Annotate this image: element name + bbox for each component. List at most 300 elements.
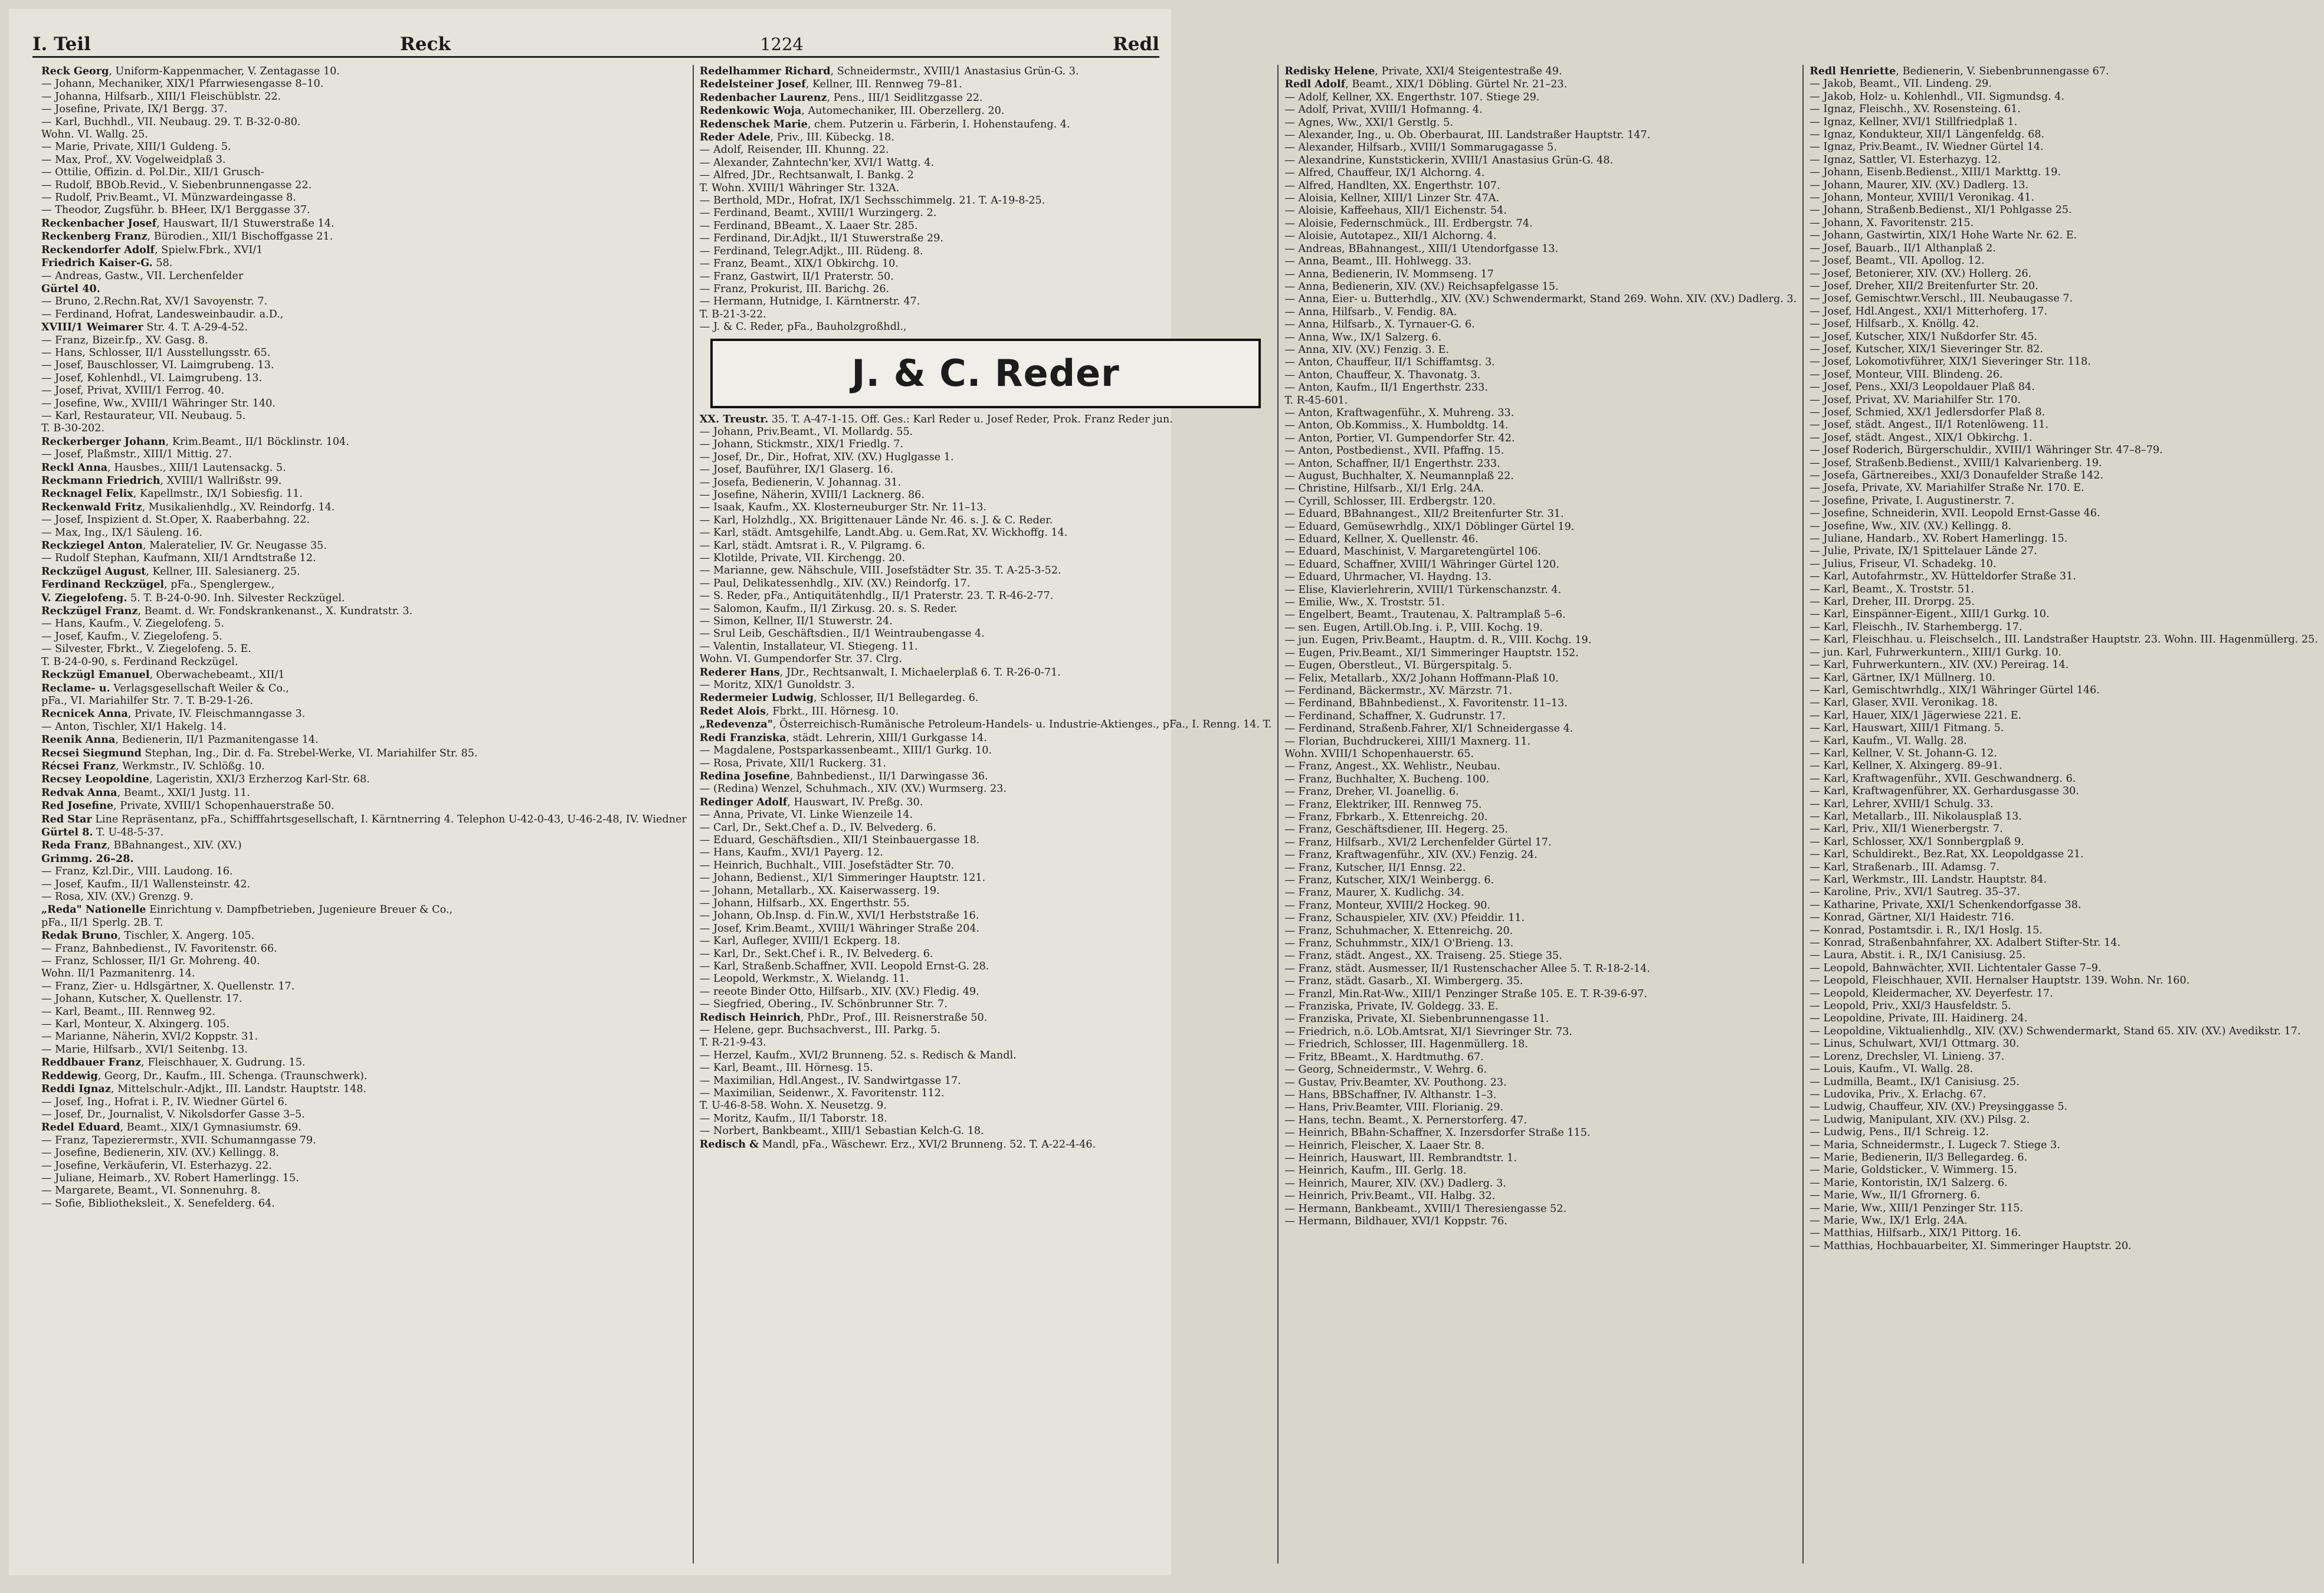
- directory-entry: — Berthold, MDr., Hofrat, IX/1 Sechsschimmelg. 21. T. A-19-8-25.: [699, 195, 1045, 207]
- directory-entry: — Anna, Eier- u. Butterhdlg., XIV. (XV.) Schwendermarkt, Stand 269. Wohn. XIV. (XV.) Dadlerg. 3.: [1284, 293, 1797, 306]
- directory-entry: Recsei Siegmund Stephan, Ing., Dir. d. Fa. Strebel-Werke, VI. Mariahilfer Str. 85.: [41, 746, 478, 759]
- directory-entry: — Franz, Hilfsarb., XVI/2 Lerchenfelder Gürtel 17.: [1284, 836, 1552, 848]
- directory-entry: — Theodor, Zugsführ. b. BHeer, IX/1 Berggasse 37.: [41, 204, 310, 217]
- directory-entry: — Josef, Inspizient d. St.Oper, X. Raaberbahng. 22.: [41, 514, 310, 526]
- directory-entry: — Hermann, Hutnidge, I. Kärntnerstr. 47.: [699, 296, 920, 308]
- directory-entry: — August, Buchhalter, X. Neumannplaß 22.: [1284, 470, 1514, 482]
- directory-entry: Recnicek Anna, Private, IV. Fleischmanngasse 3.: [41, 707, 306, 720]
- directory-entry: — Anton, Postbedienst., XVII. Pfaffng. 15.: [1284, 445, 1504, 457]
- directory-entry: — Franz, Kutscher, XIX/1 Weinbergg. 6.: [1284, 874, 1494, 886]
- directory-entry: Wohn. II/1 Pazmanitenrg. 14.: [41, 968, 195, 980]
- directory-entry: — Moritz, Kaufm., II/1 Taborstr. 18.: [699, 1112, 887, 1125]
- directory-entry: — Karl, Straßenb.Schaffner, XVII. Leopold Ernst-G. 28.: [699, 961, 989, 972]
- directory-entry: — Leopold, Kleidermacher, XV. Deyerfestr. 17.: [1810, 987, 2053, 999]
- directory-entry: — Hans, Kaufm., XVI/1 Payerg. 12.: [699, 847, 883, 859]
- directory-entry: — Hermann, Bankbeamt., XVIII/1 Theresiengasse 52.: [1284, 1202, 1567, 1215]
- directory-entry: Reckerberger Johann, Krim.Beamt., II/1 Böcklinstr. 104.: [41, 435, 349, 448]
- directory-entry: — Josef, Beamt., VII. Apollog. 12.: [1810, 255, 1985, 267]
- directory-entry: — Josef, Bauführer, IX/1 Glaserg. 16.: [699, 464, 894, 476]
- directory-entry: — Anna, Hilfsarb., V. Fendig. 8A.: [1284, 306, 1457, 318]
- directory-entry: — Friedrich, Schlosser, III. Hagenmüllerg. 18.: [1284, 1038, 1528, 1051]
- column-1: [35, 65, 694, 1564]
- directory-entry: — Klotilde, Private, VII. Kirchengg. 20.: [699, 552, 906, 564]
- directory-entry: — Johanna, Hilfsarb., XIII/1 Fleischüblstr. 22.: [41, 90, 281, 103]
- directory-entry: — Anna, Bedienerin, IV. Mommseng. 17: [1284, 268, 1494, 280]
- directory-entry: — Louis, Kaufm., VI. Wallg. 28.: [1810, 1063, 1974, 1076]
- directory-entry: — Silvester, Fbrkt., V. Ziegelofeng. 5. E.: [41, 643, 251, 655]
- directory-entry: — Karl, Beamt., III. Hörnesg. 15.: [699, 1062, 873, 1074]
- directory-entry: — Marie, Kontoristin, IX/1 Salzerg. 6.: [1810, 1176, 2008, 1189]
- directory-entry: — Alfred, JDr., Rechtsanwalt, I. Bankg. 2: [699, 169, 914, 182]
- directory-entry: — Hans, Schlosser, II/1 Ausstellungsstr. 65.: [41, 346, 271, 359]
- directory-entry: Redenschek Marie, chem. Putzerin u. Färberin, I. Hohenstaufeng. 4.: [699, 117, 1070, 130]
- directory-entry: — Josef, Krim.Beamt., XVIII/1 Währinger Straße 204.: [699, 922, 980, 935]
- directory-entry: — Anton, Kraftwagenführ., X. Muhreng. 33.: [1284, 407, 1515, 419]
- directory-entry: — Josef, Dr., Journalist, V. Nikolsdorfer Gasse 3–5.: [41, 1108, 305, 1120]
- directory-entry: Reck Georg, Uniform-Kappenmacher, V. Zentagasse 10.: [41, 65, 340, 77]
- directory-entry: — Josefa, Gärtnereibes., XXI/3 Donaufelder Straße 142.: [1810, 470, 2104, 481]
- directory-entry: Grimmg. 26–28.: [41, 852, 134, 865]
- directory-entry: — Josef, Monteur, VIII. Blindeng. 26.: [1810, 368, 2003, 381]
- directory-entry: — Fritz, BBeamt., X. Hardtmuthg. 67.: [1284, 1051, 1484, 1063]
- directory-entry: Redermeier Ludwig, Schlosser, II/1 Bellegardeg. 6.: [699, 691, 979, 704]
- directory-entry: — Heinrich, Buchhalt., VIII. Josefstädter Str. 70.: [699, 859, 955, 871]
- reder-advertisement: J. & C. Reder: [710, 339, 1261, 408]
- directory-entry: — Josefa, Private, XV. Mariahilfer Straße Nr. 170. E.: [1810, 482, 2084, 494]
- directory-entry: — Cyrill, Schlosser, III. Erdbergstr. 120.: [1284, 495, 1496, 507]
- directory-entry: Reckzügel Franz, Beamt. d. Wr. Fondskrankenanst., X. Kundratstr. 3.: [41, 605, 413, 618]
- directory-entry: — Aloisie, Kaffeehaus, XII/1 Eichenstr. 54.: [1284, 205, 1507, 217]
- directory-entry: „Redevenza", Österreichisch-Rumänische Petroleum-Handels- u. Industrie-Aktienges., pFa., I. Renng. 14. T.: [699, 718, 1272, 731]
- directory-entry: — Josef, Bauarb., II/1 Althanplaß 2.: [1810, 242, 1996, 254]
- directory-entry: — Aloisia, Kellner, XIII/1 Linzer Str. 47A.: [1284, 192, 1500, 205]
- directory-entry: — Franz, Fbrkarb., X. Ettenreichg. 20.: [1284, 811, 1488, 823]
- directory-entry: — Marie, Hilfsarb., XVI/1 Seitenbg. 13.: [41, 1043, 248, 1056]
- directory-entry: — Ferdinand, Hofrat, Landesweinbaudir. a.D.,: [41, 308, 284, 320]
- directory-entry: Reckendorfer Adolf, Spielw.Fbrk., XVI/1: [41, 243, 263, 256]
- directory-entry: pFa., VI. Mariahilfer Str. 7. T. B-29-1-26.: [41, 694, 254, 707]
- directory-entry: — Karl, Werkmstr., III. Landstr. Hauptstr. 84.: [1810, 874, 2047, 886]
- directory-entry: — Josefine, Ww., XIV. (XV.) Kellingg. 8.: [1810, 520, 2012, 532]
- directory-entry: — Karl, Holzhdlg., XX. Brigittenauer Lände Nr. 46. s. J. & C. Reder.: [699, 514, 1053, 526]
- directory-entry: — Karl, Dr., Sekt.Chef i. R., IV. Belvederg. 6.: [699, 948, 933, 960]
- directory-entry: — Karl, Dreher, III. Drorpg. 25.: [1810, 596, 1975, 608]
- directory-entry: — Eduard, Schaffner, XVIII/1 Währinger Gürtel 120.: [1284, 558, 1559, 571]
- directory-entry: — Ludwig, Chauffeur, XIV. (XV.) Preysinggasse 5.: [1810, 1101, 2068, 1113]
- directory-entry: Friedrich Kaiser-G. 58.: [41, 257, 173, 270]
- directory-entry: — Josefine, Verkäuferin, VI. Esterhazyg. 22.: [41, 1159, 272, 1172]
- directory-entry: — Karoline, Priv., XVI/1 Sautreg. 35–37.: [1810, 886, 2020, 899]
- directory-entry: — Jakob, Holz- u. Kohlenhdl., VII. Sigmundsg. 4.: [1810, 90, 2065, 103]
- directory-entry: — Leopoldine, Viktualienhdlg., XIV. (XV.) Schwendermarkt, Stand 65. XIV. (XV.) Avedikstr. 17.: [1810, 1025, 2301, 1037]
- directory-entry: — Johann, Monteur, XVIII/1 Veronikag. 41.: [1810, 192, 2034, 204]
- directory-entry: — Marie, Ww., II/1 Gfrornerg. 6.: [1810, 1189, 1981, 1202]
- directory-entry: — Engelbert, Beamt., Trautenau, X. Paltramplaß 5–6.: [1284, 609, 1566, 621]
- directory-entry: — Franz, Schauspieler, XIV. (XV.) Pfeiddir. 11.: [1284, 912, 1525, 925]
- directory-entry: — Josefine, Schneiderin, XVII. Leopold Ernst-Gasse 46.: [1810, 507, 2100, 520]
- directory-entry: — Moritz, XIX/1 Gunoldstr. 3.: [699, 679, 855, 691]
- directory-entry: — Johann, Gastwirtin, XIX/1 Hohe Warte Nr. 62. E.: [1810, 230, 2077, 242]
- directory-entry: — Andreas, Gastw., VII. Lerchenfelder: [41, 270, 244, 282]
- directory-entry: — Johann, Priv.Beamt., VI. Mollardg. 55.: [699, 425, 913, 438]
- directory-entry: — Franz, Kutscher, II/1 Ennsg. 22.: [1284, 861, 1466, 874]
- directory-entry: — S. Reder, pFa., Antiquitätenhdlg., II/1 Praterstr. 23. T. R-46-2-77.: [699, 590, 1054, 602]
- directory-entry: — Aloisie, Federnschmück., III. Erdbergstr. 74.: [1284, 217, 1533, 230]
- directory-entry: — Johann, Mechaniker, XIX/1 Pfarrwiesengasse 8–10.: [41, 78, 324, 90]
- directory-entry: — Josefine, Private, I. Augustinerstr. 7.: [1810, 494, 2015, 507]
- directory-entry: Redisch Heinrich, PhDr., Prof., III. Reisnerstraße 50.: [699, 1011, 988, 1024]
- directory-entry: — Carl, Dr., Sekt.Chef a. D., IV. Belvederg. 6.: [699, 821, 936, 834]
- page-number: 1224: [760, 34, 804, 54]
- directory-entry: — Christine, Hilfsarb., XI/1 Erlg. 24A.: [1284, 483, 1484, 495]
- directory-entry: — Friedrich, n.ö. LOb.Amtsrat, XI/1 Sievringer Str. 73.: [1284, 1025, 1572, 1038]
- directory-entry: — Franz, Beamt., XIX/1 Obkirchg. 10.: [699, 258, 899, 270]
- directory-entry: Reckenbacher Josef, Hauswart, II/1 Stuwerstraße 14.: [41, 217, 335, 230]
- directory-entry: — Hans, techn. Beamt., X. Pernerstorferg. 47.: [1284, 1114, 1528, 1126]
- directory-entry: Redelhammer Richard, Schneidermstr., XVIII/1 Anastasius Grün-G. 3.: [699, 65, 1079, 77]
- directory-entry: — Johann, Eisenb.Bedienst., XIII/1 Markttg. 19.: [1810, 166, 2061, 179]
- directory-entry: — Franzl, Min.Rat-Ww., XIII/1 Penzinger Straße 105. E. T. R-39-6-97.: [1284, 988, 1647, 1000]
- directory-entry: — Laura, Abstit. i. R., IX/1 Canisiusg. 25.: [1810, 949, 2026, 962]
- directory-entry: — Rudolf, Priv.Beamt., VI. Münzwardeingasse 8.: [41, 192, 296, 204]
- directory-entry: — Maria, Schneidermstr., I. Lugeck 7. Stiege 3.: [1810, 1139, 2060, 1151]
- directory-entry: — Karl, Gemischtwrhdlg., XIX/1 Währinger Gürtel 146.: [1810, 684, 2100, 696]
- directory-entry: — Johann, Hilfsarb., XX. Engerthstr. 55.: [699, 897, 910, 909]
- directory-entry: — Johann, X. Favoritenstr. 215.: [1810, 217, 1974, 229]
- directory-entry: — Josefine, Näherin, XVIII/1 Lacknerg. 86.: [699, 489, 925, 501]
- directory-entry: — Adolf, Kellner, XX. Engerthstr. 107. Stiege 29.: [1284, 91, 1540, 103]
- directory-entry: — Gustav, Priv.Beamter, XV. Pouthong. 23.: [1284, 1076, 1507, 1089]
- directory-entry: — Leopold, Fleischhauer, XVII. Hernalser Hauptstr. 139. Wohn. Nr. 160.: [1810, 975, 2190, 987]
- directory-entry: — Franz, Schlosser, II/1 Gr. Mohreng. 40.: [41, 955, 260, 968]
- directory-entry: Reddbauer Franz, Fleischhauer, X. Gudrung. 15.: [41, 1056, 306, 1069]
- directory-entry: — Anton, Kaufm., II/1 Engerthstr. 233.: [1284, 382, 1488, 394]
- directory-entry: — Anna, Beamt., III. Hohlwegg. 33.: [1284, 255, 1472, 268]
- directory-entry: — Ignaz, Kondukteur, XII/1 Längenfeldg. 68.: [1810, 129, 2045, 141]
- directory-entry: — Matthias, Hochbauarbeiter, XI. Simmeringer Hauptstr. 20.: [1810, 1240, 2132, 1252]
- directory-entry: — Anton, Schaffner, II/1 Engerthstr. 233.: [1284, 457, 1500, 470]
- directory-entry: — Leopold, Bahnwächter, XVII. Lichtentaler Gasse 7–9.: [1810, 962, 2102, 974]
- directory-entry: — Adolf, Reisender, III. Khunng. 22.: [699, 144, 889, 156]
- directory-entry: — Johann, Bedienst., XI/1 Simmeringer Hauptstr. 121.: [699, 872, 986, 884]
- directory-entry: — Johann, Metallarb., XX. Kaiserwasserg. 19.: [699, 884, 940, 897]
- directory-entry: Reclame- u. Verlagsgesellschaft Weiler & Co.,: [41, 681, 289, 694]
- directory-entry: — Alexandrine, Kunststickerin, XVIII/1 Anastasius Grün-G. 48.: [1284, 154, 1614, 166]
- column-2: [694, 65, 1279, 1564]
- directory-entry: — Josef, Plaßmstr., XIII/1 Mittig. 27.: [41, 448, 232, 461]
- directory-entry: — Anton, Chauffeur, X. Thavonatg. 3.: [1284, 369, 1481, 381]
- directory-entry: — Matthias, Hilfsarb., XIX/1 Pittorg. 16.: [1810, 1227, 2021, 1240]
- directory-entry: — Srul Leib, Geschäftsdien., II/1 Weintraubengasse 4.: [699, 628, 985, 640]
- directory-entry: — Marie, Goldsticker., V. Wimmerg. 15.: [1810, 1164, 2017, 1176]
- directory-entry: — Franz, Angest., XX. Wehlistr., Neubau.: [1284, 761, 1501, 773]
- directory-entry: — Karl, Kraftwagenführ., XVII. Geschwandnerg. 6.: [1810, 772, 2076, 785]
- directory-entry: — Rosa, XIV. (XV.) Grenzg. 9.: [41, 891, 194, 903]
- directory-entry: — Franz, Bizeir.fp., XV. Gasg. 8.: [41, 334, 208, 346]
- directory-entry: — Alfred, Handlten, XX. Engerthstr. 107.: [1284, 179, 1500, 192]
- directory-entry: — Herzel, Kaufm., XVI/2 Brunneng. 52. s. Redisch & Mandl.: [699, 1049, 1017, 1061]
- directory-entry: — Josef, Kutscher, XIX/1 Nußdorfer Str. 45.: [1810, 330, 2038, 343]
- directory-entry: — Ferdinand, Straßenb.Fahrer, XI/1 Schneidergasse 4.: [1284, 723, 1574, 735]
- directory-entry: Recknagel Felix, Kapellmstr., IX/1 Sobiesfig. 11.: [41, 487, 303, 500]
- directory-entry: — Josef, Kutscher, XIX/1 Sieveringer Str. 82.: [1810, 343, 2043, 355]
- directory-entry: — Karl, Metallarb., III. Nikolausplaß 13.: [1810, 810, 2022, 822]
- directory-entry: — Ignaz, Priv.Beamt., IV. Wiedner Gürtel 14.: [1810, 141, 2044, 153]
- directory-entry: — Agnes, Ww., XXI/1 Gerstlg. 5.: [1284, 116, 1453, 129]
- directory-entry: — Franz, Schuhmmstr., XIX/1 O'Brieng. 13.: [1284, 938, 1514, 950]
- directory-entry: — Josef, städt. Angest., XIX/1 Obkirchg. 1.: [1810, 431, 2033, 444]
- directory-entry: Gürtel 8. T. U-48-5-37.: [41, 825, 164, 838]
- directory-entry: — Karl, Schuldirekt., Bez.Rat, XX. Leopoldgasse 21.: [1810, 848, 2084, 861]
- directory-entry: — Karl, Kraftwagenführer, XX. Gerhardusgasse 30.: [1810, 785, 2079, 798]
- directory-entry: — Franziska, Private, XI. Siebenbrunnengasse 11.: [1284, 1013, 1549, 1025]
- directory-entry: — Josef, Kohlenhdl., VI. Laimgrubeng. 13.: [41, 372, 263, 384]
- directory-entry: — Helene, gepr. Buchsachverst., III. Parkg. 5.: [699, 1024, 940, 1037]
- directory-entry: — Max, Ing., IX/1 Säuleng. 16.: [41, 526, 202, 539]
- directory-entry: — Franz, Prokurist, III. Barichg. 26.: [699, 283, 890, 295]
- directory-entry: — Anton, Ob.Kommiss., X. Humboldtg. 14.: [1284, 419, 1509, 432]
- directory-entry: Red Star Line Repräsentanz, pFa., Schifffahrtsgesellschaft, I. Kärntnerring 4. Telephon U-42-0-43, U-46-2-48, IV. Wiedner: [41, 812, 687, 825]
- directory-entry: — Josef, Bauschlosser, VI. Laimgrubeng. 13.: [41, 359, 274, 372]
- directory-entry: T. Wohn. XVIII/1 Währinger Str. 132A.: [699, 182, 900, 194]
- directory-entry: — Valentin, Installateur, VI. Stiegeng. 11.: [699, 640, 918, 653]
- directory-entry: — Alexander, Hilfsarb., XVIII/1 Sommarugagasse 5.: [1284, 142, 1557, 154]
- directory-entry: — Rudolf, BBOb.Revid., V. Siebenbrunnengasse 22.: [41, 179, 312, 191]
- directory-entry: — Hans, BBSchaffner, IV. Althanstr. 1–3.: [1284, 1089, 1497, 1101]
- right-running-head: Redl: [1113, 34, 1159, 55]
- directory-entry: — Heinrich, Priv.Beamt., VII. Halbg. 32.: [1284, 1190, 1496, 1202]
- directory-entry: — Josef, Gemischtwr.Verschl., III. Neubaugasse 7.: [1810, 293, 2073, 305]
- directory-entry: — Paul, Delikatessenhdlg., XIV. (XV.) Reindorfg. 17.: [699, 577, 971, 589]
- directory-entry: Wohn. XVIII/1 Schopenhauerstr. 65.: [1284, 748, 1474, 760]
- directory-entry: — Josef, städt. Angest., II/1 Rotenlöweng. 11.: [1810, 419, 2048, 431]
- directory-entry: Reckziegel Anton, Maleratelier, IV. Gr. Neugasse 35.: [41, 539, 327, 552]
- directory-entry: Redina Josefine, Bahnbedienst., II/1 Darwingasse 36.: [699, 769, 988, 782]
- directory-entry: — Leopold, Werkmstr., X. Wielandg. 11.: [699, 973, 909, 985]
- directory-entry: — Maximilian, Hdl.Angest., IV. Sandwirtgasse 17.: [699, 1074, 961, 1087]
- directory-entry: — Rosa, Private, XII/1 Ruckerg. 31.: [699, 757, 886, 769]
- directory-entry: — Leopold, Priv., XXI/3 Hausfeldstr. 5.: [1810, 1000, 2011, 1012]
- directory-entry: — Jakob, Beamt., VII. Lindeng. 29.: [1810, 78, 1992, 90]
- directory-entry: — Anna, Bedienerin, XIV. (XV.) Reichsapfelgasse 15.: [1284, 280, 1559, 293]
- directory-entry: — Margarete, Beamt., VI. Sonnenuhrg. 8.: [41, 1185, 261, 1197]
- directory-entry: Redenbacher Laurenz, Pens., III/1 Seidlitzgasse 22.: [699, 91, 983, 104]
- directory-entry: — Karl, Fuhrwerkuntern., XIV. (XV.) Pereirag. 14.: [1810, 659, 2069, 671]
- directory-entry: — Karl, Lehrer, XVIII/1 Schulg. 33.: [1810, 798, 1994, 810]
- directory-entry: — Ludmilla, Beamt., IX/1 Canisiusg. 25.: [1810, 1076, 2020, 1088]
- directory-entry: — Josef, Privat, XV. Mariahilfer Str. 170.: [1810, 394, 2021, 406]
- directory-entry: — Ferdinand, Beamt., XVIII/1 Wurzingerg. 2.: [699, 207, 937, 219]
- column-3: [1279, 65, 1804, 1564]
- directory-entry: — Eduard, Maschinist, V. Margaretengürtel 106.: [1284, 546, 1541, 558]
- directory-entry: — Marie, Bedienerin, II/3 Bellegardeg. 6.: [1810, 1151, 2028, 1163]
- directory-entry: — Anna, Ww., IX/1 Salzerg. 6.: [1284, 331, 1442, 343]
- directory-entry: — Karl, Kellner, X. Alxingerg. 89–91.: [1810, 760, 2002, 772]
- directory-entry: — Franz, Geschäftsdiener, III. Hegerg. 25.: [1284, 824, 1509, 836]
- directory-entry: — Karl, städt. Amtsrat i. R., V. Pilgramg. 6.: [699, 539, 925, 552]
- directory-entry: Reder Adele, Priv., III. Kübeckg. 18.: [699, 131, 894, 144]
- directory-entry: — Karl, Autofahrmstr., XV. Hütteldorfer Straße 31.: [1810, 571, 2076, 583]
- directory-entry: — Josef, Kaufm., II/1 Wallensteinstr. 42.: [41, 878, 251, 890]
- directory-entry: — Karl, Einspänner-Eigent., XIII/1 Gurkg. 10.: [1810, 608, 2050, 621]
- directory-entry: — Alfred, Chauffeur, IX/1 Alchorng. 4.: [1284, 167, 1485, 179]
- directory-entry: — Ferdinand, Dir.Adjkt., II/1 Stuwerstraße 29.: [699, 232, 943, 245]
- directory-entry: — Franziska, Private, IV. Goldegg. 33. E.: [1284, 1001, 1499, 1013]
- directory-entry: XX. Treustr. 35. T. A-47-1-15. Off. Ges.: Karl Reder u. Josef Reder, Prok. Franz Reder jun.: [699, 412, 1173, 425]
- directory-entry: — Marie, Ww., XIII/1 Penzinger Str. 115.: [1810, 1202, 2024, 1214]
- directory-entry: — Emilie, Ww., X. Troststr. 51.: [1284, 596, 1445, 609]
- directory-entry: — Johann, Straßenb.Bedienst., XI/1 Pohlgasse 25.: [1810, 204, 2072, 217]
- directory-entry: — Florian, Buchdruckerei, XIII/1 Maxnerg. 11.: [1284, 735, 1531, 748]
- directory-entry: — Hans, Kaufm., V. Ziegelofeng. 5.: [41, 618, 224, 630]
- directory-entry: — Magdalene, Postsparkassenbeamt., XIII/1 Gurkg. 10.: [699, 745, 992, 757]
- left-running-head: Reck: [400, 34, 451, 55]
- directory-entry: XVIII/1 Weimarer Str. 4. T. A-29-4-52.: [41, 321, 248, 334]
- directory-entry: — Karl, Kaufm., VI. Wallg. 28.: [1810, 735, 1967, 747]
- directory-entry: — Johann, Kutscher, X. Quellenstr. 17.: [41, 993, 242, 1005]
- directory-entry: — Josef, Privat, XVIII/1 Ferrog. 40.: [41, 385, 225, 397]
- directory-entry: — Ferdinand, Bäckermstr., XV. Märzstr. 71.: [1284, 684, 1513, 697]
- directory-entry: — Norbert, Bankbeamt., XIII/1 Sebastian Kelch-G. 18.: [699, 1125, 984, 1138]
- directory-entry: — Karl, Schlosser, XX/1 Sonnbergplaß 9.: [1810, 835, 2024, 848]
- directory-entry: — Ludwig, Manipulant, XIV. (XV.) Pilsg. 2.: [1810, 1113, 2030, 1126]
- directory-entry: — Josef, Kaufm., V. Ziegelofeng. 5.: [41, 630, 222, 643]
- directory-entry: — Johann, Ob.Insp. d. Fin.W., XVI/1 Herbststraße 16.: [699, 910, 979, 922]
- directory-entry: Reckzügl Emanuel, Oberwachebeamt., XII/1: [41, 668, 285, 681]
- directory-entry: — J. & C. Reder, pFa., Bauholzgroßhdl.,: [699, 321, 907, 333]
- directory-entry: — Georg, Schneidermstr., V. Wehrg. 6.: [1284, 1064, 1487, 1076]
- directory-entry: — Franz, Tapezierermstr., XVII. Schumanngasse 79.: [41, 1134, 316, 1146]
- directory-entry: Reckmann Friedrich, XVIII/1 Wallrißstr. 99.: [41, 474, 282, 487]
- directory-entry: T. R-45-601.: [1284, 394, 1348, 407]
- directory-entry: — Karl, Glaser, XVII. Veronikag. 18.: [1810, 697, 1998, 709]
- directory-entry: — Marie, Private, XIII/1 Guldeng. 5.: [41, 141, 231, 153]
- directory-entry: — Karl, städt. Amtsgehilfe, Landt.Abg. u. Gem.Rat, XV. Wickhoffg. 14.: [699, 527, 1068, 539]
- directory-entry: — Franz, städt. Angest., XX. Traiseng. 25. Stiege 35.: [1284, 950, 1562, 962]
- directory-entry: Reckl Anna, Hausbes., XIII/1 Lautensackg. 5.: [41, 461, 286, 474]
- directory-entry: — Eduard, BBahnangest., XII/2 Breitenfurter Str. 31.: [1284, 508, 1564, 520]
- directory-entry: — Sofie, Bibliotheksleit., X. Senefelderg. 64.: [41, 1197, 275, 1210]
- directory-entry: T. R-21-9-43.: [699, 1037, 766, 1049]
- directory-entry: Reckzügel August, Kellner, III. Salesianerg. 25.: [41, 565, 300, 578]
- directory-entry: — Siegfried, Obering., IV. Schönbrunner Str. 7.: [699, 998, 948, 1011]
- directory-entry: — Max, Prof., XV. Vogelweidplaß 3.: [41, 153, 226, 166]
- directory-entry: — Juliane, Heimarb., XV. Robert Hamerlingg. 15.: [41, 1172, 299, 1184]
- directory-entry: — Julie, Private, IX/1 Spittelauer Lände 27.: [1810, 545, 2037, 558]
- directory-entry: — Eugen, Oberstleut., VI. Bürgerspitalg. 5.: [1284, 660, 1512, 672]
- directory-entry: — Franz, Maurer, X. Kudlichg. 34.: [1284, 887, 1464, 899]
- directory-page: [9, 9, 2318, 1575]
- directory-entry: T. B-24-0-90, s. Ferdinand Reckzügel.: [41, 655, 238, 668]
- directory-entry: — Karl, Kellner, V. St. Johann-G. 12.: [1810, 747, 1997, 759]
- directory-entry: — Karl, Fleischhau. u. Fleischselch., III. Landstraßer Hauptstr. 23. Wohn. III. Hagenmüllerg. 25.: [1810, 634, 2318, 646]
- directory-entry: — reeote Binder Otto, Hilfsarb., XIV. (XV.) Fledig. 49.: [699, 985, 979, 998]
- directory-entry: — Konrad, Gärtner, XI/1 Haidestr. 716.: [1810, 912, 2015, 924]
- directory-entry: — Ferdinand, Telegr.Adjkt., III. Rüdeng. 8.: [699, 245, 923, 257]
- directory-entry: — Hans, Priv.Beamter, VIII. Florianig. 29.: [1284, 1102, 1503, 1114]
- directory-entry: — Adolf, Privat, XVIII/1 Hofmanng. 4.: [1284, 104, 1483, 116]
- directory-entry: — Heinrich, Kaufm., III. Gerlg. 18.: [1284, 1165, 1467, 1177]
- directory-entry: — Anna, Hilfsarb., X. Tyrnauer-G. 6.: [1284, 319, 1475, 331]
- directory-columns: [35, 65, 2318, 1564]
- directory-entry: — Ignaz, Kellner, XVI/1 Stillfriedplaß 1.: [1810, 116, 2018, 128]
- directory-entry: — Josef, Schmied, XX/1 Jedlersdorfer Plaß 8.: [1810, 406, 2046, 418]
- directory-entry: — Franz, Gastwirt, II/1 Praterstr. 50.: [699, 270, 894, 283]
- directory-entry: — Franz, Bahnbedienst., IV. Favoritenstr. 66.: [41, 942, 277, 955]
- directory-entry: — sen. Eugen, Artill.Ob.Ing. i. P., VIII. Kochg. 19.: [1284, 621, 1543, 634]
- directory-entry: pFa., II/1 Sperlg. 2B. T.: [41, 916, 163, 929]
- directory-entry: V. Ziegelofeng. 5. T. B-24-0-90. Inh. Silvester Reckzügel.: [41, 591, 345, 604]
- directory-entry: — Heinrich, Hauswart, III. Rembrandtstr. 1.: [1284, 1152, 1517, 1164]
- directory-entry: — Julius, Friseur, VI. Schadekg. 10.: [1810, 558, 1997, 570]
- directory-entry: — Franz, Zier- u. Hdlsgärtner, X. Quellenstr. 17.: [41, 980, 295, 992]
- directory-entry: — Andreas, BBahnangest., XIII/1 Utendorfgasse 13.: [1284, 242, 1559, 255]
- directory-entry: — Karl, Gärtner, IX/1 Müllnerg. 10.: [1810, 671, 1996, 684]
- directory-entry: — Anna, XIV. (XV.) Fenzig. 3. E.: [1284, 343, 1450, 356]
- directory-entry: — Karl, Beamt., X. Troststr. 51.: [1810, 583, 1974, 595]
- directory-entry: — Josefine, Ww., XVIII/1 Währinger Str. 140.: [41, 397, 276, 409]
- directory-entry: — Anna, Private, VI. Linke Wienzeile 14.: [699, 809, 913, 821]
- directory-entry: — Eugen, Priv.Beamt., XI/1 Simmeringer Hauptstr. 152.: [1284, 647, 1579, 659]
- directory-entry: — Ferdinand, Schaffner, X. Gudrunstr. 17.: [1284, 710, 1506, 722]
- directory-entry: — Ignaz, Sattler, VI. Esterhazyg. 12.: [1810, 153, 2001, 166]
- directory-entry: — Josef, Hilfsarb., X. Knöllg. 42.: [1810, 318, 1979, 330]
- directory-entry: — Karl, Restaurateur, VII. Neubaug. 5.: [41, 409, 246, 422]
- directory-entry: Reckenberg Franz, Bürodien., XII/1 Bischoffgasse 21.: [41, 230, 333, 243]
- directory-entry: T. B-21-3-22.: [699, 308, 766, 320]
- directory-entry: — Heinrich, BBahn-Schaffner, X. Inzersdorfer Straße 115.: [1284, 1127, 1591, 1139]
- directory-entry: — Hermann, Bildhauer, XVI/1 Koppstr. 76.: [1284, 1215, 1507, 1227]
- directory-entry: Reddi Ignaz, Mittelschulr.-Adjkt., III. Landstr. Hauptstr. 148.: [41, 1083, 367, 1096]
- directory-entry: — Karl, Straßenarb., III. Adamsg. 7.: [1810, 861, 2000, 873]
- directory-entry: — Marianne, Näherin, XVI/2 Koppstr. 31.: [41, 1031, 258, 1043]
- directory-entry: — Katharine, Private, XXI/1 Schenkendorfgasse 38.: [1810, 899, 2082, 911]
- directory-entry: Redisch & Mandl, pFa., Wäschewr. Erz., XVI/2 Brunneng. 52. T. A-22-4-46.: [699, 1138, 1096, 1150]
- directory-entry: — Josef, Dr., Dir., Hofrat, XIV. (XV.) Huglgasse 1.: [699, 451, 954, 463]
- directory-entry: — Josefa, Bedienerin, V. Johannag. 31.: [699, 476, 902, 489]
- directory-entry: — Aloisie, Autotapez., XII/1 Alchorng. 4.: [1284, 230, 1497, 242]
- part-label: I. Teil: [32, 34, 91, 55]
- directory-entry: — Karl, Fleischh., IV. Starhembergg. 17.: [1810, 621, 2023, 633]
- directory-entry: — Salomon, Kaufm., II/1 Zirkusg. 20. s. S. Reder.: [699, 602, 958, 615]
- directory-entry: — Franz, Kraftwagenführ., XIV. (XV.) Fenzig. 24.: [1284, 849, 1538, 861]
- directory-entry: „Reda" Nationelle Einrichtung v. Dampfbetrieben, Jugenieure Breuer & Co.,: [41, 903, 453, 916]
- directory-entry: — Ferdinand, BBeamt., X. Laaer Str. 285.: [699, 219, 918, 232]
- directory-entry: — Josef, Ing., Hofrat i. P., IV. Wiedner Gürtel 6.: [41, 1096, 288, 1108]
- directory-entry: — Johann, Maurer, XIV. (XV.) Dadlerg. 13.: [1810, 179, 2029, 191]
- directory-entry: — Franz, Buchhalter, X. Bucheng. 100.: [1284, 773, 1489, 785]
- directory-entry: — Bruno, 2.Rechn.Rat, XV/1 Savoyenstr. 7.: [41, 296, 268, 308]
- directory-entry: — Ludwig, Pens., II/1 Schreig. 12.: [1810, 1126, 1989, 1139]
- directory-entry: Redenkowic Woja, Automechaniker, III. Oberzellerg. 20.: [699, 104, 1005, 117]
- directory-entry: — Konrad, Postamtsdir. i. R., IX/1 Hoslg. 15.: [1810, 924, 2043, 936]
- directory-entry: — Josef, Dreher, XII/2 Breitenfurter Str. 20.: [1810, 280, 2038, 292]
- directory-entry: — Josef, Hdl.Angest., XXI/1 Mitterhoferg. 17.: [1810, 305, 2047, 317]
- directory-entry: — Eduard, Gemüsewrhdlg., XIX/1 Döblinger Gürtel 19.: [1284, 520, 1575, 533]
- directory-entry: Redvak Anna, Beamt., XXI/1 Justg. 11.: [41, 786, 250, 799]
- directory-entry: Gürtel 40.: [41, 282, 100, 295]
- directory-entry: — Karl, Priv., XII/1 Wienerbergstr. 7.: [1810, 823, 2003, 835]
- directory-entry: Red Josefine, Private, XVIII/1 Schopenhauerstraße 50.: [41, 799, 335, 812]
- directory-entry: — Ignaz, Fleischh., XV. Rosensteing. 61.: [1810, 103, 2021, 116]
- directory-entry: — Franz, Monteur, XVIII/2 Hockeg. 90.: [1284, 899, 1490, 912]
- directory-entry: Rederer Hans, JDr., Rechtsanwalt, I. Michaelerplaß 6. T. R-26-0-71.: [699, 666, 1061, 678]
- directory-entry: Redinger Adolf, Hauswart, IV. Preßg. 30.: [699, 795, 923, 808]
- directory-entry: — jun. Karl, Fuhrwerkuntern., XIII/1 Gurkg. 10.: [1810, 646, 2061, 658]
- directory-entry: T. B-30-202.: [41, 422, 105, 435]
- page-header: [32, 32, 1159, 58]
- directory-entry: — Marianne, gew. Nähschule, VIII. Josefstädter Str. 35. T. A-25-3-52.: [699, 565, 1061, 577]
